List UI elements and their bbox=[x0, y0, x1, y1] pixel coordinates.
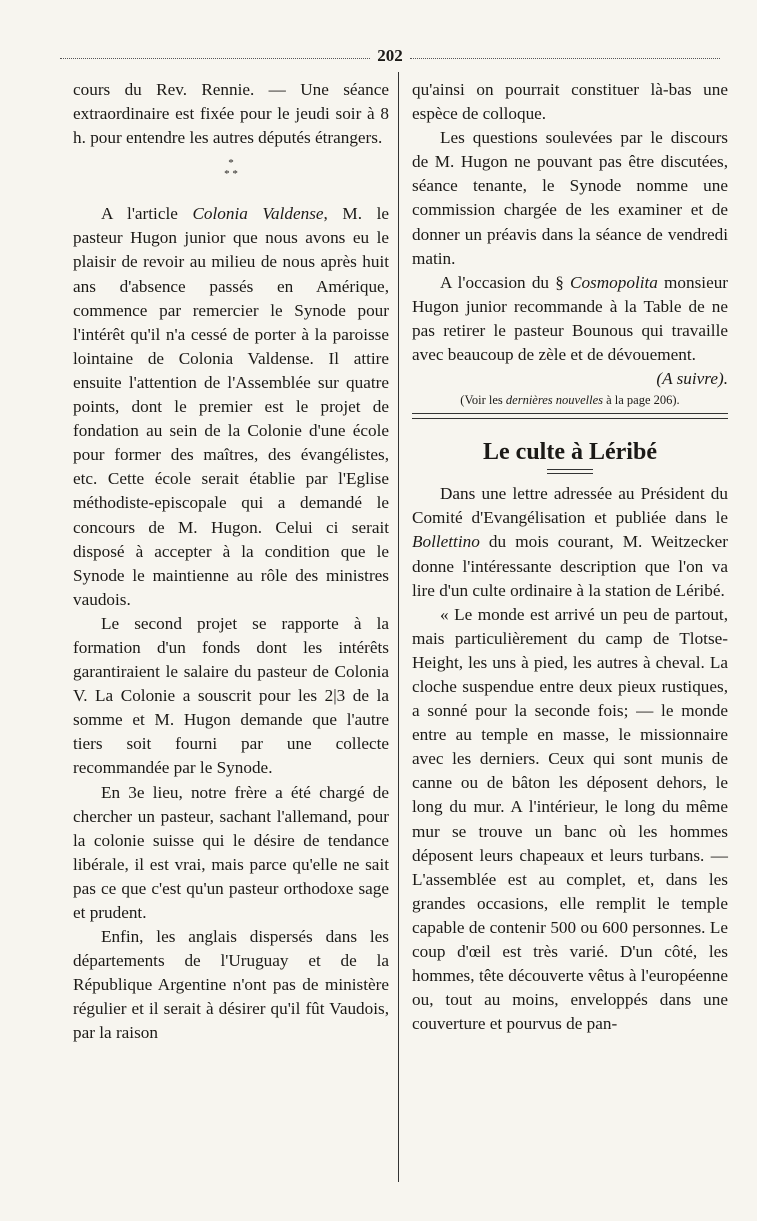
left-column bbox=[73, 78, 389, 1046]
to-be-continued: (A suivre). bbox=[656, 369, 728, 389]
title-rule bbox=[547, 469, 593, 474]
header-dotted-rule-left bbox=[60, 58, 370, 59]
italic-term: Bollettino bbox=[412, 532, 480, 552]
paragraph: Le second projet se rapporte à la formation d'un fonds dont les intérêts garantiraient le salaire du pasteur de Colonia V. La Colonie a souscrit pour les 2|3 de la somme et M. Hugon demande que l'autre tiers soit fourni par une collecte recommandée par le Synode. bbox=[73, 613, 389, 778]
paragraph: Enfin, les anglais dispersés dans les départements de l'Uruguay et de la République Argentine n'ont pas de ministère régulier et il serait à désirer qu'il fût Vaudois, par la raison bbox=[73, 927, 389, 1043]
paragraph: « Le monde est arrivé un peu de partout, mais particulièrement du camp de Tlotse-Height, les uns à pied, les autres à cheval. La cloche suspendue entre deux pieux rustiques, a sonné pour la seconde fois; — le monde entre au temple en masse, le missionnaire avec les derniers. Ceux qui sont munis de canne ou de bâton les déposent dehors, le long du mur. A l'intérieur, le long du même mur se trouve un banc où les hommes déposent leurs chapeaux et leurs turbans. — L'assemblée est au complet, et, dans les grandes occasions, elle remplit le temple capable de contenir 500 ou 600 personnes. Le coup d'œil est très varié. D'un côté, les hommes, tête découverte vêtus à l'européenne ou, tout au moins, enveloppés dans une couverture et pourvus de pan- bbox=[412, 604, 728, 1034]
column-divider bbox=[398, 72, 399, 1182]
star-top: * bbox=[228, 157, 234, 170]
paragraph: Les questions soulevées par le discours de M. Hugon ne pouvant pas être discutées, séance tenante, le Synode nomme une commission chargée de les examiner et de donner un préavis dans la séance de vendredi matin. bbox=[412, 128, 728, 268]
italic-term: Colonia Valdense bbox=[192, 204, 324, 224]
page-number: 202 bbox=[377, 46, 403, 65]
page-header bbox=[60, 46, 720, 68]
right-column bbox=[412, 78, 728, 1036]
article-title: Le culte à Léribé bbox=[483, 439, 657, 466]
footnote: (Voir les dernières nouvelles à la page 206). bbox=[460, 393, 680, 408]
italic-term: Cosmopolita bbox=[570, 272, 658, 292]
paragraph: cours du Rev. Rennie. — Une séance extraordinaire est fixée pour le jeudi soir à 8 h. pour entendre les autres députés étrangers. bbox=[73, 80, 389, 148]
paragraph: qu'ainsi on pourrait constituer là-bas une espèce de colloque. bbox=[412, 80, 728, 124]
paragraph: Dans une lettre adressée au Président du Comité d'Evangélisation et publiée dans le Bollettino du mois courant, M. Weitzecker donne l'intéressante description que l'on va lire d'un culte ordinaire à la station de Léribé. bbox=[412, 484, 728, 600]
header-dotted-rule-right bbox=[410, 58, 720, 59]
section-stars bbox=[73, 158, 389, 180]
paragraph: En 3e lieu, notre frère a été chargé de chercher un pasteur, sachant l'allemand, pour la colonie suisse qui le désire de tendance libérale, il est vrai, mais parce qu'elle ne sait pas ce que c'est qu'un pasteur orthodoxe sage et prudent. bbox=[73, 782, 389, 922]
paragraph: A l'occasion du § Cosmopolita monsieur Hugon junior recommande à la Table de ne pas retirer le pasteur Bounous qui travaille avec beaucoup de zèle et de dévouement. (A suivre). bbox=[412, 271, 728, 367]
star-bottom: * * bbox=[224, 168, 238, 181]
section-rule bbox=[412, 413, 728, 419]
paragraph: A l'article Colonia Valdense, M. le pasteur Hugon junior que nous avons eu le plaisir de revoir au milieu de nous après huit ans d'absence passés en Amérique, commence par remercier le Synode pour l'intérêt qu'il n'a cessé de porter à la paroisse lointaine de Colonia Valdense. Il attire ensuite l'attention de l'Assemblée sur quatre points, dont le premier est le projet de fondation au sein de la Colonie d'une école pour former des maîtres, des évangélistes, etc. Cette école serait établie par l'Eglise méthodiste-episcopale qui a demandé le concours de M. Hugon. Celui ci serait disposé à accepter à la condition que le Synode le maintienne au rôle des ministres vaudois. bbox=[73, 204, 389, 609]
